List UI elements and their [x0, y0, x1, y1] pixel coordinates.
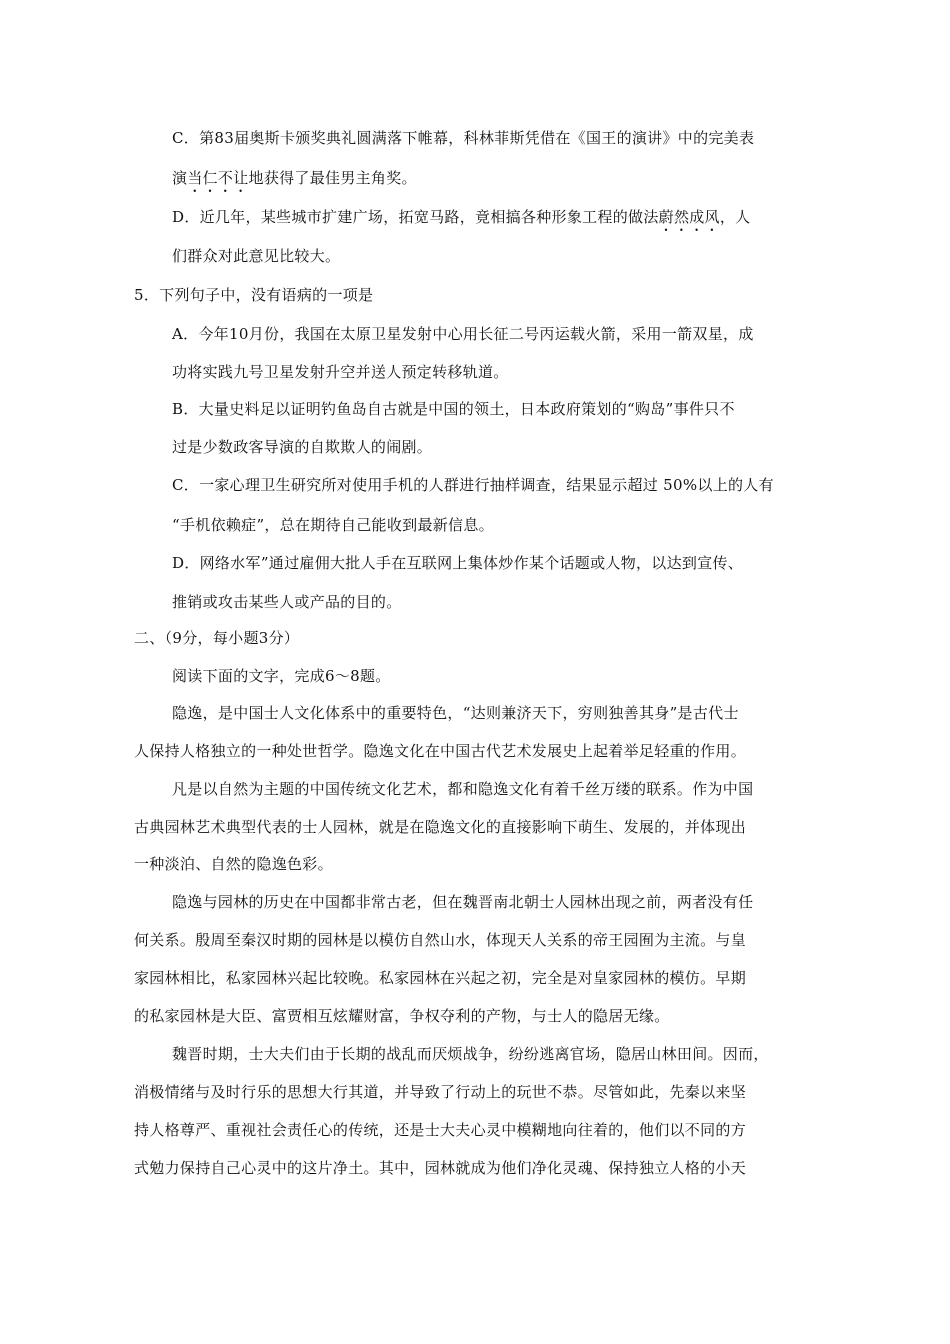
q5-option-d-line2: 推销或攻击某些人或产品的目的。 — [172, 593, 402, 611]
passage-p2-line3: 一种淡泊、自然的隐逸色彩。 — [134, 855, 333, 873]
passage-p3-line3: 家园林相比，私家园林兴起比较晚。私家园林在兴起之初，完全是对皇家园林的模仿。早期 — [134, 969, 747, 987]
q4-d-text-post: ，人 — [719, 208, 751, 226]
passage-p1-line1: 隐逸，是中国士人文化体系中的重要特色，“达则兼济天下，穷则独善其身”是古代士 — [172, 704, 739, 722]
q5-option-c-line2: “手机依赖症”，总在期待自己能收到最新信息。 — [172, 516, 494, 534]
q4-option-d-line2: 们群众对此意见比较大。 — [172, 247, 341, 265]
q4-d-text-pre: D．近几年，某些城市扩建广场，拓宽马路，竟相搞各种形象工程的做法 — [172, 208, 659, 226]
q4-c-text-pre: 演 — [172, 169, 188, 187]
q4-c-text-post: 地获得了最佳男主角奖。 — [248, 169, 417, 187]
section2-heading: 二、（9分，每小题3分） — [134, 629, 300, 647]
q4-d-dotted-idiom: 蔚然成风 — [658, 208, 720, 226]
passage-p3-line1: 隐逸与园林的历史在中国都非常古老，但在魏晋南北朝士人园林出现之前，两者没有任 — [172, 893, 754, 911]
passage-p3-line2: 何关系。殷周至秦汉时期的园林是以模仿自然山水，体现天人关系的帝王园囿为主流。与皇 — [134, 931, 747, 949]
passage-p4-line3: 持人格尊严、重视社会责任心的传统，还是士大夫心灵中模糊地向往着的，他们以不同的方 — [134, 1121, 747, 1139]
q5-option-d-line1: D．网络水军”通过雇佣大批人手在互联网上集体炒作某个话题或人物，以达到宣传、 — [172, 554, 744, 572]
q5-stem: 5．下列句子中，没有语病的一项是 — [134, 286, 374, 304]
q5-option-b-line2: 过是少数政客导演的自欺欺人的闹剧。 — [172, 438, 433, 456]
passage-p4-line4: 式勉力保持自己心灵中的这片净土。其中，园林就成为他们净化灵魂、保持独立人格的小天 — [134, 1159, 747, 1177]
passage-p4-line1: 魏晋时期，士大夫们由于长期的战乱而厌烦战争，纷纷逃离官场，隐居山林田间。因而， — [172, 1045, 769, 1063]
passage-p3-line4: 的私家园林是大臣、富贾相互炫耀财富，争权夺利的产物，与士人的隐居无缘。 — [134, 1007, 670, 1025]
q5-option-a-line1: A．今年10月份，我国在太原卫星发射中心用长征二号丙运载火箭，采用一箭双星，成 — [172, 325, 754, 343]
q4-option-c-line1: C．第83届奥斯卡颁奖典礼圆满落下帷幕，科林菲斯凭借在《国王的演讲》中的完美表 — [172, 129, 755, 147]
q5-option-c-line1: C．一家心理卫生研究所对使用手机的人群进行抽样调查，结果显示超过 50%以上的人有 — [172, 476, 774, 494]
passage-p2-line1: 凡是以自然为主题的中国传统文化艺术，都和隐逸文化有着千丝万缕的联系。作为中国 — [172, 780, 754, 798]
passage-p4-line2: 消极情绪与及时行乐的思想大行其道，并导致了行动上的玩世不恭。尽管如此，先秦以来坚 — [134, 1083, 747, 1101]
q4-c-dotted-idiom: 当仁不让 — [187, 169, 249, 187]
q5-option-b-line1: B．大量史料足以证明钓鱼岛自古就是中国的领土，日本政府策划的“购岛”事件只不 — [172, 400, 735, 418]
section2-instruction: 阅读下面的文字，完成6～8题。 — [172, 667, 391, 685]
q5-option-a-line2: 功将实践九号卫星发射升空并送人预定转移轨道。 — [172, 363, 509, 381]
passage-p2-line2: 古典园林艺术典型代表的士人园林，就是在隐逸文化的直接影响下萌生、发展的，并体现出 — [134, 818, 747, 836]
passage-p1-line2: 人保持人格独立的一种处世哲学。隐逸文化在中国古代艺术发展史上起着举足轻重的作用。 — [134, 742, 747, 760]
q4-option-c-line2 — [172, 168, 417, 196]
q4-option-d-line1 — [172, 207, 750, 235]
